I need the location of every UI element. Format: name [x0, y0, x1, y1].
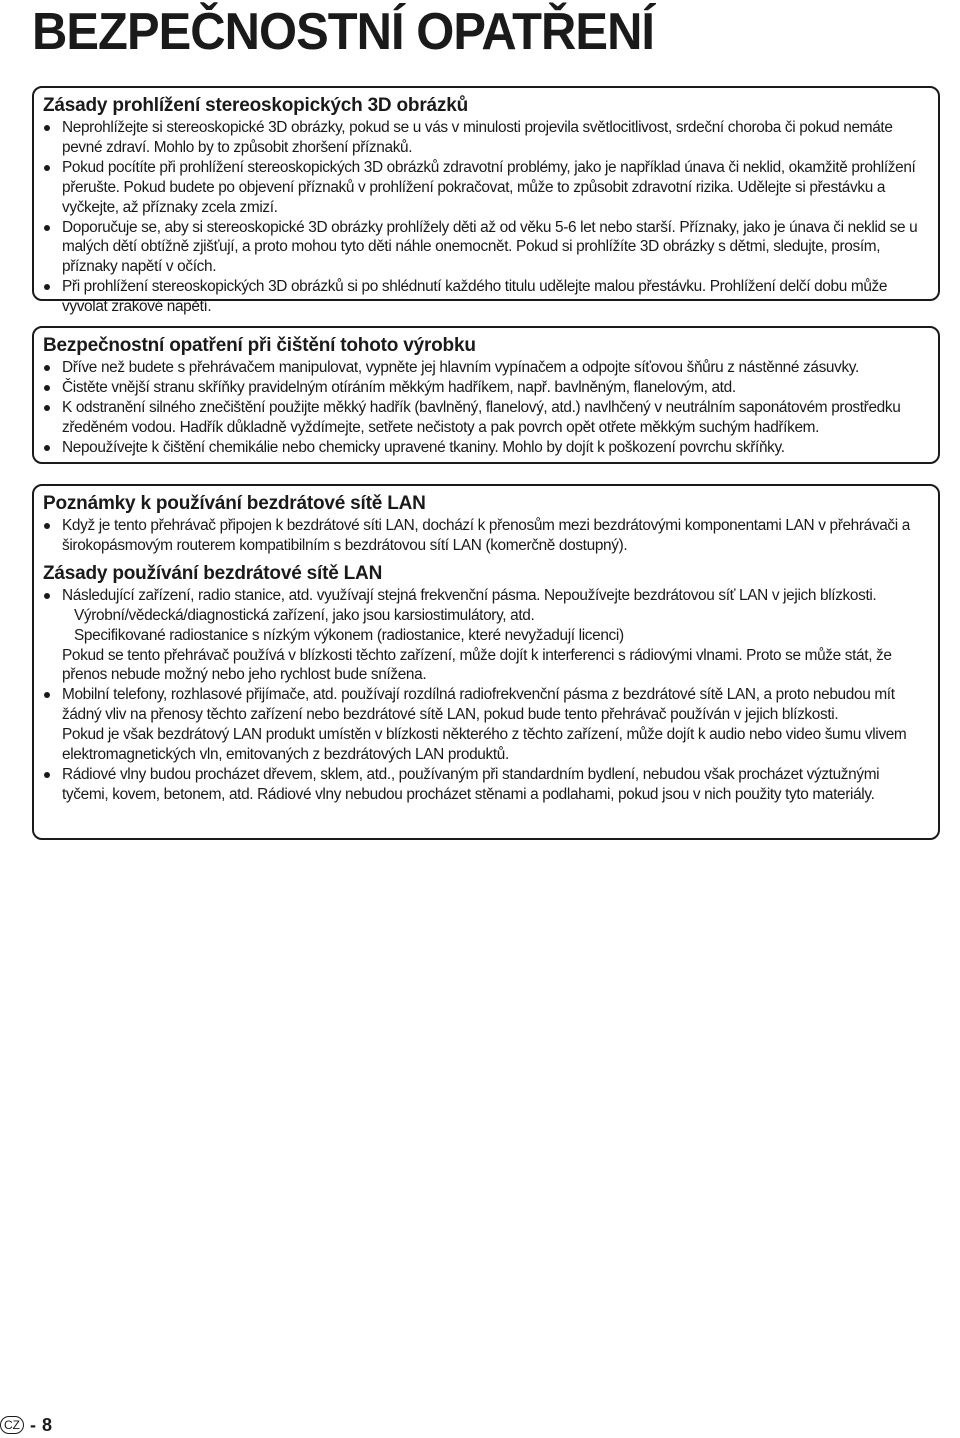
- list-item-text: Pokud pocítíte při prohlížení stereoskopických 3D obrázků zdravotní problémy, jako je například únava či neklid, okamžitě prohlížení přerušte. Pokud budete po objevení příznaků v prohlížení pokračovat, může to způsobit zdravotní rizika. Udělejte si přestávku a vyčkejte, až příznaky zcela zmizí.: [62, 158, 916, 216]
- bullet-icon: [44, 385, 50, 391]
- list-item-text: Neprohlížejte si stereoskopické 3D obrázky, pokud se u vás v minulosti projevila světlocitlivost, srdeční choroba či pokud nemáte pevné zdraví. Mohlo by to způsobit zhoršení příznaků.: [62, 119, 893, 156]
- list-item-text: Čistěte vnější stranu skříňky pravidelným otíráním měkkým hadříkem, např. bavlněným, flanelovým, atd.: [62, 378, 736, 396]
- section-lan-subheading: Zásady používání bezdrátové sítě LAN: [43, 562, 383, 584]
- section-lan-list: [43, 516, 926, 556]
- list-item-text: Rádiové vlny budou procházet dřevem, sklem, atd., používaným při standardním bydlení, nebudou však procházet výztužnými tyčemi, kovem, betonem, atd. Rádiové vlny nebudou procházet stěnami a podlahami, pokud jsou v nich použity tyto materiály.: [62, 765, 880, 803]
- list-item: [43, 218, 926, 278]
- bullet-icon: [44, 225, 50, 231]
- list-item-text: Doporučuje se, aby si stereoskopické 3D obrázky prohlížely děti až od věku 5-6 let nebo starší. Příznaky, jako je únava či neklid se u malých dětí obtížně zjišťují, a proto mohou tyto děti náhle onemocnět. Pokud si prohlížíte 3D obrázky s dětmi, sledujte, prosím, příznaky napětí v očích.: [62, 218, 918, 276]
- list-item: [43, 158, 926, 218]
- list-item-text: Následující zařízení, radio stanice, atd. využívají stejná frekvenční pásma. Nepoužívejte bezdrátovou síť LAN v jejich blízkosti.: [62, 586, 877, 604]
- list-item: [43, 438, 926, 458]
- list-item: [43, 277, 926, 317]
- list-item: [43, 765, 926, 805]
- section-cleaning-list: [43, 358, 926, 458]
- bullet-icon: [44, 405, 50, 411]
- section-3d-heading: Zásady prohlížení stereoskopických 3D obrázků: [43, 95, 468, 116]
- list-item: [43, 398, 926, 438]
- list-item-text: Pokud je však bezdrátový LAN produkt umístěn v blízkosti některého z těchto zařízení, může dojít k audio nebo video šumu vlivem elektromagnetických vln, emitovaných z bezdrátových LAN produktů.: [62, 726, 907, 764]
- list-item: [43, 586, 926, 686]
- bullet-icon: [44, 593, 50, 599]
- list-item: [43, 118, 926, 158]
- list-item: [43, 378, 926, 398]
- page-number: 8: [42, 1414, 53, 1435]
- bullet-icon: [44, 165, 50, 171]
- list-item-text: Dříve než budete s přehrávačem manipulovat, vypněte jej hlavním vypínačem a odpojte síťovou šňůru z nástěnné zásuvky.: [62, 359, 859, 376]
- page-footer: [0, 1413, 52, 1437]
- section-cleaning: [32, 326, 940, 464]
- list-item: [43, 685, 926, 765]
- country-badge: CZ: [0, 1416, 24, 1434]
- list-item-text: Mobilní telefony, rozhlasové přijímače, atd. používají rozdílná radiofrekvenční pásma z bezdrátové sítě LAN, a proto nebudou mít žádný vliv na přenosy těchto zařízení nebo bezdrátové sítě LAN, pokud bude tento přehrávač používán v jejich blízkosti.: [62, 686, 895, 724]
- bullet-icon: [44, 772, 50, 778]
- bullet-icon: [44, 445, 50, 451]
- list-item-text: K odstranění silného znečištění použijte měkký hadřík (bavlněný, flanelový, atd.) navlhčený v neutrálním saponátovém prostředku zředěném vodou. Hadřík důkladně vyždímejte, setřete nečistoty a pak povrch opět otřete měkkým suchým hadříkem.: [62, 398, 901, 436]
- list-item-text: Když je tento přehrávač připojen k bezdrátové síti LAN, dochází k přenosům mezi bezdrátovými komponentami LAN v přehrávači a širokopásmovým routerem kompatibilním s bezdrátovou sítí LAN (komerčně dostupný).: [62, 517, 910, 554]
- bullet-icon: [44, 125, 50, 131]
- list-item-text: Pokud se tento přehrávač používá v blízkosti těchto zařízení, může dojít k interferenci s rádiovými vlnami. Proto se může stát, že přenos nebude možný nebo jeho rychlost bude snížena.: [62, 646, 892, 684]
- list-item: [43, 516, 926, 556]
- bullet-icon: [44, 692, 50, 698]
- bullet-icon: [44, 284, 50, 290]
- section-3d-list: [43, 118, 926, 317]
- section-cleaning-heading: Bezpečnostní opatření při čištění tohoto výrobku: [43, 335, 476, 356]
- list-item-subtext: Výrobní/vědecká/diagnostická zařízení, jako jsou karsiostimulátory, atd.: [74, 606, 535, 624]
- list-item: [43, 358, 926, 378]
- section-wireless-lan: [32, 484, 940, 840]
- list-item-text: Při prohlížení stereoskopických 3D obrázků si po shlédnutí každého titulu udělejte malou přestávku. Prohlížení delčí dobu může vyvolat zrakové napětí.: [62, 278, 888, 316]
- bullet-icon: [44, 365, 50, 371]
- page-number-separator: -: [30, 1414, 36, 1435]
- section-lan-heading: Poznámky k používání bezdrátové sítě LAN: [43, 493, 426, 514]
- section-3d-viewing: [32, 86, 940, 316]
- bullet-icon: [44, 523, 50, 529]
- list-item-subtext: Specifikované radiostanice s nízkým výkonem (radiostanice, které nevyžadují licenci): [74, 626, 624, 644]
- list-item-text: Nepoužívejte k čištění chemikálie nebo chemicky upravené tkaniny. Mohlo by dojít k poškození povrchu skříňky.: [62, 438, 785, 456]
- page-title: BEZPEČNOSTNÍ OPATŘENÍ: [32, 3, 655, 61]
- section-lan-rules: [43, 586, 926, 805]
